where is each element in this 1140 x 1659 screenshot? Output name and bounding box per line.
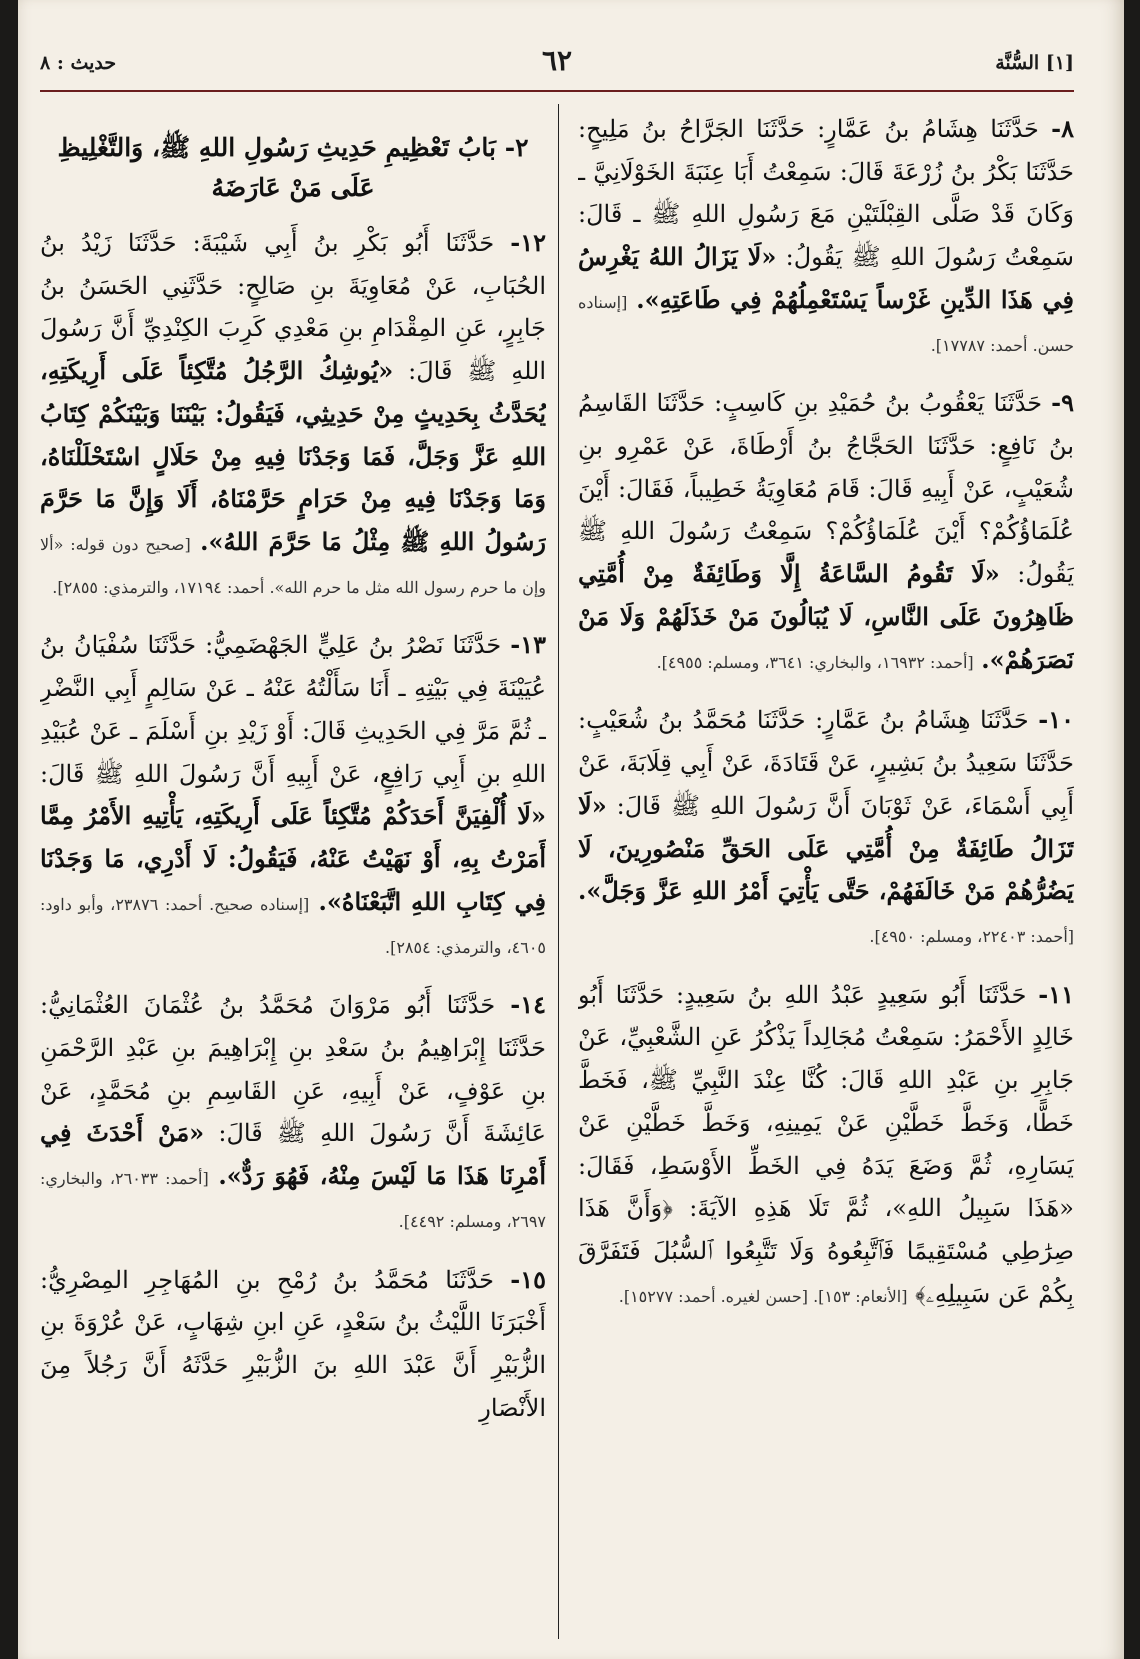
hadith-number: ١٣- (510, 630, 546, 660)
hadith-number: ١٥- (510, 1264, 546, 1294)
hadith-number: ١٢- (510, 228, 546, 257)
hadith-matn: «لَا أُلْفِيَنَّ أَحَدَكُمْ مُتَّكِئاً عَلَى أَرِيكَتِهِ، يَأْتِيهِ الأَمْرُ مِمَّا أَمَرْتُ بِهِ، أَوْ نَهَيْتُ عَنْهُ، فَيَقُولُ: لَا أَدْرِي، مَا وَجَدْنَا فِي كِتَابِ اللهِ اتَّبَعْنَاهُ». (40, 801, 546, 916)
page-header (40, 40, 1074, 86)
hadith-isnad: حَدَّثَنَا نَصْرُ بنُ عَلِيٍّ الجَهْضَمِيُّ: حَدَّثَنَا سُفْيَانُ بنُ عُيَيْنَةَ فِي بَيْتِهِ ـ أَنَا سَأَلْتُهُ عَنْهُ ـ عَنْ سَالِمٍ أَبِي النَّضْرِ ـ ثُمَّ مَرَّ فِي الحَدِيثِ قَالَ: أَوْ زَيْدِ بنِ أَسْلَمَ ـ عَنْ عُبَيْدِ اللهِ بنِ أَبِي رَافِعٍ، عَنْ أَبِيهِ أَنَّ رَسُولَ اللهِ ﷺ قَالَ: (40, 631, 546, 788)
hadith-number: ٩- (1051, 388, 1074, 418)
hadith-entry-10 (578, 699, 1074, 955)
hadith-number: ١٠- (1038, 705, 1074, 735)
hadith-reference: [صحيح دون قوله: «ألا وإن ما حرم رسول الله مثل ما حرم الله». أحمد: ١٧١٩٤، والترمذي: ٢٨٥٥]. (40, 535, 546, 597)
hadith-matn: «يُوشِكُ الرَّجُلُ مُتَّكِئاً عَلَى أَرِيكَتِهِ، يُحَدَّثُ بِحَدِيثٍ مِنْ حَدِيثِي، فَيَقُولُ: بَيْنَنَا وَبَيْنَكُمْ كِتَابُ اللهِ عَزَّ وَجَلَّ، فَمَا وَجَدْنَا فِيهِ مِنْ حَلَالٍ اسْتَحْلَلْنَاهُ، وَمَا وَجَدْنَا فِيهِ مِنْ حَرَامٍ حَرَّمْنَاهُ، أَلَا وَإِنَّ مَا حَرَّمَ رَسُولُ اللهِ ﷺ مِثْلُ مَا حَرَّمَ اللهُ». (40, 356, 546, 557)
hadith-reference: [أحمد: ٢٢٤٠٣، ومسلم: ٤٩٥٠]. (869, 926, 1074, 946)
hadith-matn: «لَا يَزَالُ اللهُ يَغْرِسُ فِي هَذَا الدِّينِ غَرْساً يَسْتَعْمِلُهُمْ فِي طَاعَتِهِ». (578, 242, 1074, 314)
hadith-isnad: حَدَّثَنَا أَبُو بَكْرِ بنُ أَبِي شَيْبَةَ: حَدَّثَنَا زَيْدُ بنُ الحُبَابِ، عَنْ مُعَاوِيَةَ بنِ صَالِحٍ: حَدَّثَنِي الحَسَنُ بنُ جَابِرٍ، عَنِ المِقْدَامِ بنِ مَعْدِي كَرِبَ الكِنْدِيِّ أَنَّ رَسُولَ اللهِ ﷺ قَالَ: (40, 229, 546, 386)
hadith-entry-15 (40, 1259, 546, 1430)
chapter-title: ٢- بَابُ تَعْظِيمِ حَدِيثِ رَسُولِ اللهِ ﷺ، وَالتَّغْلِيظِ عَلَى مَنْ عَارَضَهُ (57, 133, 529, 202)
book-page (18, 0, 1124, 1659)
hadith-isnad: حَدَّثَنَا يَعْقُوبُ بنُ حُمَيْدِ بنِ كَاسِبٍ: حَدَّثَنَا القَاسِمُ بنُ نَافِعٍ: حَدَّثَنَا الحَجَّاجُ بنُ أَرْطَاةَ، عَنْ عَمْرِو بنِ شُعَيْبٍ، عَنْ أَبِيهِ قَالَ: قَامَ مُعَاوِيَةُ خَطِيباً، فَقَالَ: أَيْنَ عُلَمَاؤُكُمْ؟ أَيْنَ عُلَمَاؤُكُمْ؟ سَمِعْتُ رَسُولَ اللهِ ﷺ يَقُولُ: (578, 389, 1074, 589)
hadith-isnad: حَدَّثَنَا هِشَامُ بنُ عَمَّارٍ: حَدَّثَنَا مُحَمَّدُ بنُ شُعَيْبٍ: حَدَّثَنَا سَعِيدُ بنُ بَشِيرٍ، عَنْ قَتَادَةَ، عَنْ أَبِي قِلَابَةَ، عَنْ أَبِي أَسْمَاءَ، عَنْ ثَوْبَانَ أَنَّ رَسُولَ اللهِ ﷺ قَالَ: (578, 706, 1074, 820)
hadith-reference: [إسناده حسن. أحمد: ١٧٧٨٧]. (578, 292, 1074, 355)
hadith-matn: «لَا تَزَالُ طَائِفَةٌ مِنْ أُمَّتِي عَلَى الحَقِّ مَنْصُورِينَ، لَا يَضُرُّهُمْ مَنْ خَالَفَهُمْ، حَتَّى يَأْتِيَ أَمْرُ اللهِ عَزَّ وَجَلَّ». (578, 790, 1074, 906)
hadith-matn: «مَنْ أَحْدَثَ فِي أَمْرِنَا هَذَا مَا لَيْسَ مِنْهُ، فَهُوَ رَدٌّ». (40, 1118, 546, 1191)
right-column (578, 108, 1074, 1639)
hadith-entry-9 (578, 382, 1074, 681)
hadith-isnad: حَدَّثَنَا أَبُو مَرْوَانَ مُحَمَّدُ بنُ عُثْمَانَ العُثْمَانِيُّ: حَدَّثَنَا إِبْرَاهِيمُ بنُ سَعْدِ بنِ إِبْرَاهِيمَ بنِ عَبْدِ الرَّحْمَنِ بنِ عَوْفٍ، عَنْ أَبِيهِ، عَنِ القَاسِمِ بنِ مُحَمَّدٍ، عَنْ عَائِشَةَ أَنَّ رَسُولَ اللهِ ﷺ قَالَ: (40, 991, 546, 1148)
left-column (40, 108, 546, 1639)
page-number: ٦٢ (541, 44, 573, 77)
hadith-reference: [أحمد: ١٦٩٣٢، والبخاري: ٣٦٤١، ومسلم: ٤٩٥٥]. (656, 652, 974, 672)
header-rule (40, 90, 1074, 92)
hadith-number: ١٤- (510, 990, 546, 1020)
hadith-entry-8 (578, 108, 1074, 364)
hadith-entry-13 (40, 624, 546, 966)
book-section-label: [١] السُّنَّة (995, 52, 1074, 74)
hadith-reference: [الأنعام: ١٥٣]. [حسن لغيره. أحمد: ١٥٢٧٧]. (618, 1286, 908, 1306)
hadith-number: ١١- (1038, 979, 1074, 1009)
hadith-reference: [أحمد: ٢٦٠٣٣، والبخاري: ٢٦٩٧، ومسلم: ٤٤٩٢]. (40, 1169, 546, 1231)
hadith-isnad: حَدَّثَنَا أَبُو سَعِيدٍ عَبْدُ اللهِ بنُ سَعِيدٍ: حَدَّثَنَا أَبُو خَالِدٍ الأَحْمَرُ: سَمِعْتُ مُجَالِداً يَذْكُرُ عَنِ الشَّعْبِيِّ، عَنْ جَابِرِ بنِ عَبْدِ اللهِ قَالَ: كُنَّا عِنْدَ النَّبِيِّ ﷺ، فَخَطَّ خَطًّا، وَخَطَّ خَطَّيْنِ عَنْ يَمِينِهِ، وَخَطَّ خَطَّيْنِ عَنْ يَسَارِهِ، ثُمَّ وَضَعَ يَدَهُ فِي الخَطِّ الأَوْسَطِ، فَقَالَ: «هَذَا سَبِيلُ اللهِ»، ثُمَّ تَلَا هَذِهِ الآيَةَ: ﴿وَأَنَّ هَذَا صِرَٰطِي مُسْتَقِيمًا فَٱتَّبِعُوهُ وَلَا تَتَّبِعُوا ٱلسُّبُلَ فَتَفَرَّقَ بِكُمْ عَن سَبِيلِهِۦ﴾ (578, 980, 1074, 1308)
column-divider (558, 104, 559, 1639)
hadith-isnad: حَدَّثَنَا مُحَمَّدُ بنُ رُمْحِ بنِ المُهَاجِرِ المِصْرِيُّ: أَخْبَرَنَا اللَّيْثُ بنُ سَعْدٍ، عَنِ ابنِ شِهَابٍ، عَنْ عُرْوَةَ بنِ الزُّبَيْرِ أَنَّ عَبْدَ اللهِ بنَ الزُّبَيْرِ حَدَّثَهُ أَنَّ رَجُلاً مِنَ الأَنْصَارِ (40, 1265, 546, 1422)
hadith-isnad: حَدَّثَنَا هِشَامُ بنُ عَمَّارٍ: حَدَّثَنَا الجَرَّاحُ بنُ مَلِيحٍ: حَدَّثَنَا بَكْرُ بنُ زُرْعَةَ قَالَ: سَمِعْتُ أَبَا عِنَبَةَ الخَوْلَانِيَّ ـ وَكَانَ قَدْ صَلَّى القِبْلَتَيْنِ مَعَ رَسُولِ اللهِ ﷺ ـ قَالَ: سَمِعْتُ رَسُولَ اللهِ ﷺ يَقُولُ: (578, 115, 1074, 272)
hadith-entry-11 (578, 974, 1074, 1316)
hadith-reference: [إسناده صحيح. أحمد: ٢٣٨٧٦، وأبو داود: ٤٦٠٥، والترمذي: ٢٨٥٤]. (40, 894, 546, 957)
hadith-number: ٨- (1051, 114, 1074, 143)
hadith-entry-12 (40, 222, 546, 606)
hadith-matn: «لَا تَقُومُ السَّاعَةُ إِلَّا وَطَائِفَةٌ مِنْ أُمَّتِي ظَاهِرُونَ عَلَى النَّاسِ، لَا يُبَالُونَ مَنْ خَذَلَهُمْ وَلَا مَنْ نَصَرَهُمْ». (578, 559, 1074, 674)
hadith-entry-14 (40, 984, 546, 1240)
hadith-number-label: حديث : ٨ (40, 52, 117, 74)
